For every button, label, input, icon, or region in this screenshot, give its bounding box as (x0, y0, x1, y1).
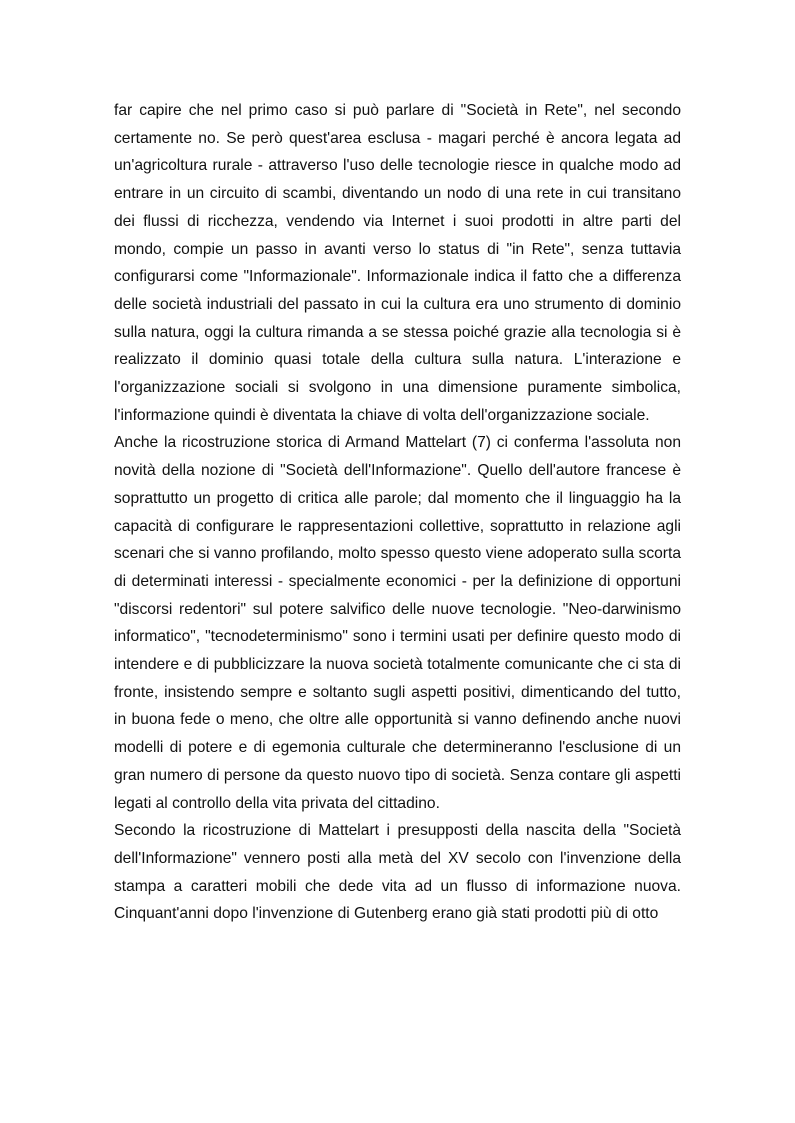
paragraph-3: Secondo la ricostruzione di Mattelart i presupposti della nascita della "Società dell'Informazione" vennero posti alla metà del XV secolo con l'invenzione della stampa a caratteri mobili che dede vita ad un flusso di informazione nuova. Cinquant'anni dopo l'invenzione di Gutenberg erano già stati prodotti più di otto (114, 822, 681, 923)
paragraph-1: far capire che nel primo caso si può parlare di "Società in Rete", nel secondo certamente no. Se però quest'area esclusa - magari perché è ancora legata ad un'agricoltura rurale - attraverso l'uso delle tecnologie riesce in qualche modo ad entrare in un circuito di scambi, diventando un nodo di una rete in cui transitano dei flussi di ricchezza, vendendo via Internet i suoi prodotti in altre parti del mondo, compie un passo in avanti verso lo status di "in Rete", senza tuttavia configurarsi come "Informazionale". Informazionale indica il fatto che a differenza delle società industriali del passato in cui la cultura era uno strumento di dominio sulla natura, oggi la cultura rimanda a se stessa poiché grazie alla tecnologia si è realizzato il dominio quasi totale della cultura sulla natura. L'interazione e l'organizzazione sociali si svolgono in una dimensione puramente simbolica, l'informazione quindi è diventata la chiave di volta dell'organizzazione sociale. (114, 102, 681, 424)
paragraph-2: Anche la ricostruzione storica di Armand Mattelart (7) ci conferma l'assoluta non novità della nozione di "Società dell'Informazione". Quello dell'autore francese è soprattutto un progetto di critica alle parole; dal momento che il linguaggio ha la capacità di configurare le rappresentazioni collettive, soprattutto in relazione agli scenari che si vanno profilando, molto spesso questo viene adoperato sulla scorta di determinati interessi - specialmente economici - per la definizione di opportuni "discorsi redentori" sul potere salvifico delle nuove tecnologie. "Neo-darwinismo informatico", "tecnodeterminismo" sono i termini usati per definire questo modo di intendere e di pubblicizzare la nuova società totalmente comunicante che ci sta di fronte, insistendo sempre e soltanto sugli aspetti positivi, dimenticando del tutto, in buona fede o meno, che oltre alle opportunità si vanno definendo anche nuovi modelli di potere e di egemonia culturale che determineranno l'esclusione di un gran numero di persone da questo nuovo tipo di società. Senza contare gli aspetti legati al controllo della vita privata del cittadino. (114, 434, 681, 812)
body-text (114, 97, 681, 928)
